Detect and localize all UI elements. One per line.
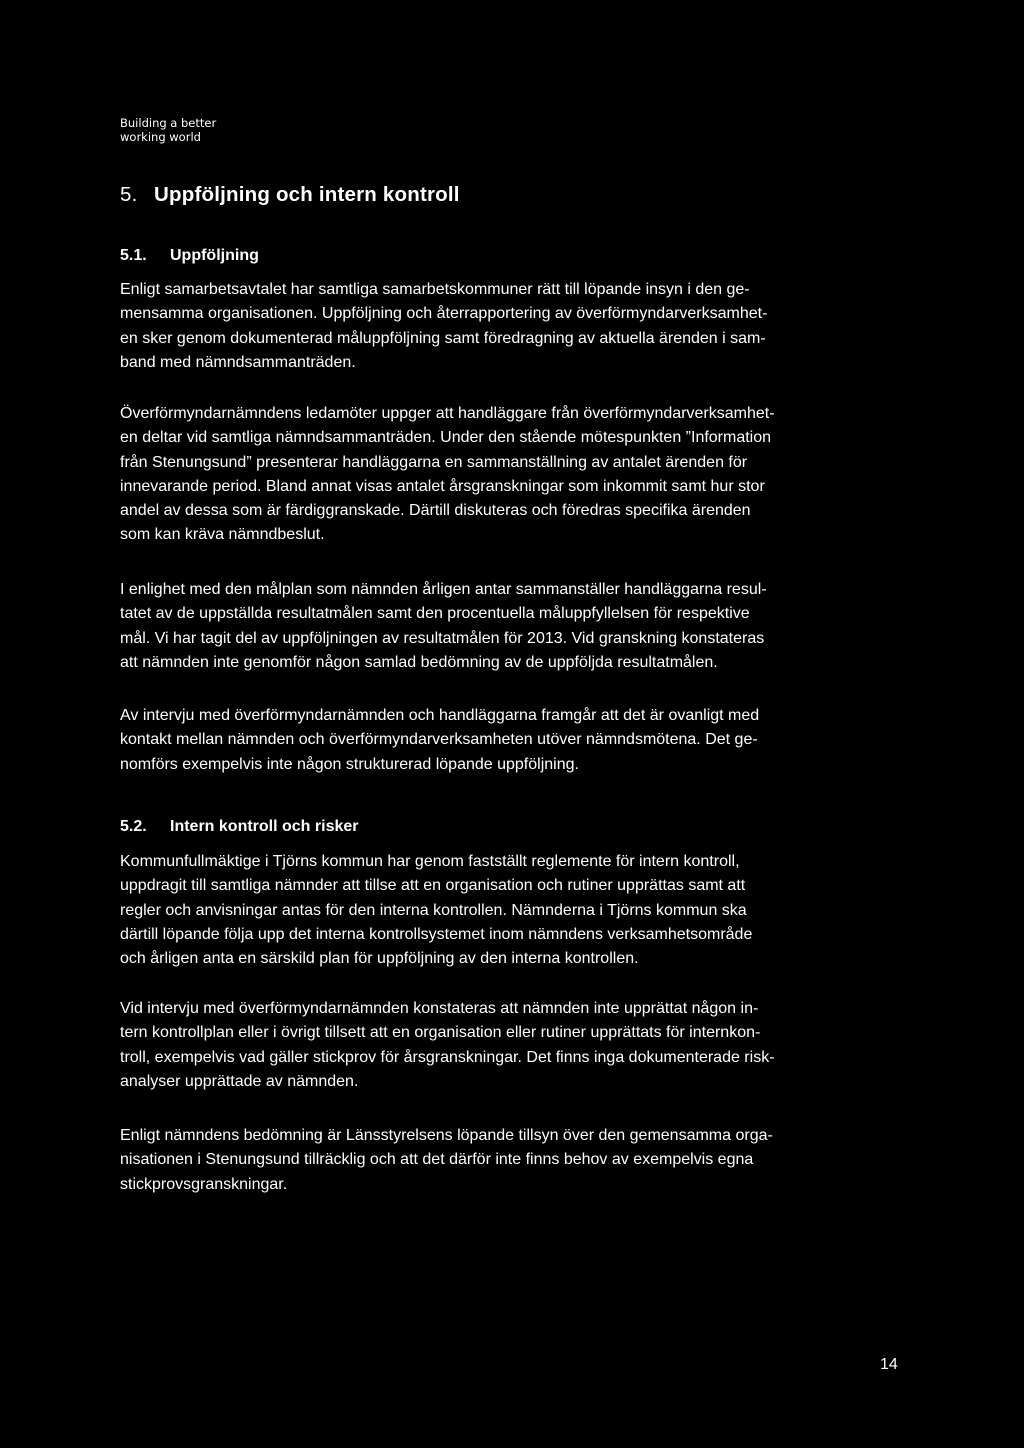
paragraph-5-2-2	[120, 997, 910, 1094]
text-line: innevarande period. Bland annat visas antalet årsgranskningar som inkommit samt hur stor	[120, 477, 765, 495]
text-line: Av intervju med överförmyndarnämnden och handläggarna framgår att det är ovanligt med	[120, 707, 760, 724]
text-line: Enligt samarbetsavtalet har samtliga samarbetskommuner rätt till löpande insyn i den ge-	[120, 281, 750, 298]
text-line: troll, exempelvis vad gäller stickprov för årsgranskningar. Det finns inga dokumenterade risk-	[120, 1048, 775, 1066]
paragraph-5-1-4	[120, 704, 910, 777]
text-line: Överförmyndarnämndens ledamöter uppger att handläggare från överförmyndarverksamhet-	[120, 405, 775, 422]
section-5-title: Uppföljning och intern kontroll	[154, 183, 460, 206]
section-5-2-number: 5.2.	[120, 818, 147, 835]
text-line: en deltar vid samtliga nämndsammanträden. Under den stående mötespunkten ”Information	[120, 429, 772, 447]
text-line: att nämnden inte genomför någon samlad bedömning av de uppföljda resultatmålen.	[120, 653, 718, 671]
tagline-line-1: Building a better	[120, 116, 217, 130]
section-5-heading	[120, 183, 460, 207]
text-line: tatet av de uppställda resultatmålen samt den procentuella måluppfyllelsen för respektive	[120, 605, 750, 623]
section-5-1-number: 5.1.	[120, 247, 147, 264]
section-5-number: 5.	[120, 183, 138, 206]
section-5-1-heading	[120, 247, 259, 265]
company-tagline	[120, 116, 216, 144]
text-line: tern kontrollplan eller i övrigt tillsett att en organisation eller rutiner upprättats för internkon-	[120, 1024, 761, 1042]
text-line: band med nämndsammanträden.	[120, 353, 356, 371]
paragraph-5-2-1	[120, 850, 910, 971]
page-number: 14	[880, 1356, 898, 1373]
text-line: stickprovsgranskningar.	[120, 1175, 288, 1193]
paragraph-5-1-2	[120, 402, 910, 548]
text-line: en sker genom dokumenterad måluppföljning samt föredragning av aktuella ärenden i sam-	[120, 329, 766, 347]
section-5-2-heading	[120, 818, 358, 836]
text-line: nisationen i Stenungsund tillräcklig och att det därför inte finns behov av exempelvis egna	[120, 1151, 754, 1169]
section-5-1-title: Uppföljning	[170, 247, 259, 264]
text-line: uppdragit till samtliga nämnder att tillse att en organisation och rutiner upprättas samt att	[120, 877, 746, 895]
paragraph-5-1-3	[120, 578, 910, 675]
text-line: mål. Vi har tagit del av uppföljningen av resultatmålen för 2013. Vid granskning konstateras	[120, 629, 765, 647]
text-line: Enligt nämndens bedömning är Länsstyrelsens löpande tillsyn över den gemensamma orga-	[120, 1127, 773, 1144]
paragraph-5-1-1	[120, 278, 910, 375]
text-line: analyser upprättade av nämnden.	[120, 1072, 359, 1090]
text-line: som kan kräva nämndbeslut.	[120, 526, 325, 544]
text-line: nomförs exempelvis inte någon strukturerad löpande uppföljning.	[120, 755, 579, 773]
tagline-line-2: working world	[120, 130, 201, 144]
text-line: Kommunfullmäktige i Tjörns kommun har genom fastställt reglemente för intern kontroll,	[120, 853, 740, 870]
text-line: kontakt mellan nämnden och överförmyndarverksamheten utöver nämndsmötena. Det ge-	[120, 731, 758, 749]
text-line: regler och anvisningar antas för den interna kontrollen. Nämnderna i Tjörns kommun ska	[120, 901, 747, 919]
text-line: och årligen anta en särskild plan för uppföljning av den interna kontrollen.	[120, 950, 639, 968]
text-line: Vid intervju med överförmyndarnämnden konstateras att nämnden inte upprättat någon in-	[120, 1000, 759, 1017]
text-line: mensamma organisationen. Uppföljning och återrapportering av överförmyndarverksamhet-	[120, 305, 768, 323]
text-line: därtill löpande följa upp det interna kontrollsystemet inom nämndens verksamhetsområde	[120, 925, 753, 943]
section-5-2-title: Intern kontroll och risker	[170, 818, 359, 835]
text-line: från Stenungsund” presenterar handläggarna en sammanställning av antalet ärenden för	[120, 453, 748, 471]
paragraph-5-2-3	[120, 1124, 910, 1197]
text-line: andel av dessa som är färdiggranskade. Därtill diskuteras och föredras specifika ärenden	[120, 502, 751, 520]
text-line: I enlighet med den målplan som nämnden årligen antar sammanställer handläggarna resul-	[120, 581, 767, 598]
